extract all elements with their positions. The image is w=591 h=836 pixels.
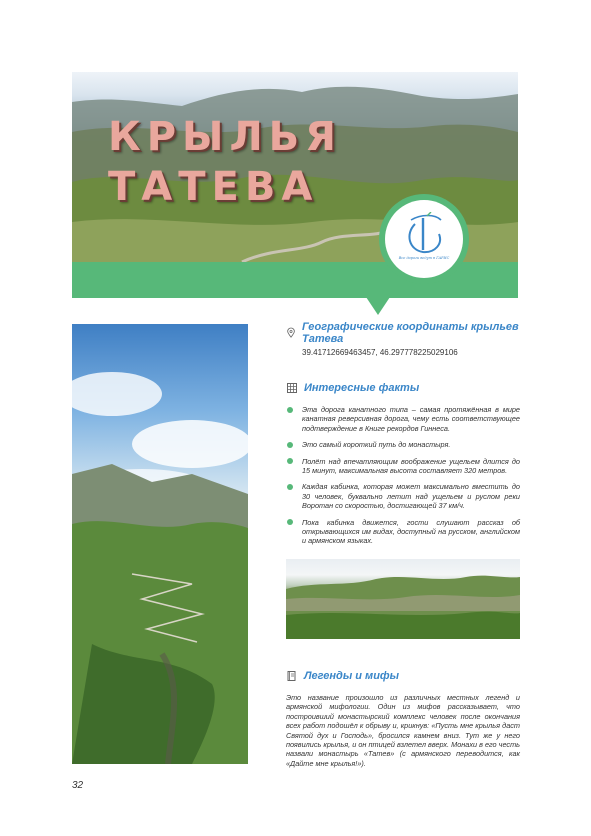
list-item: Это самый короткий путь до монастыря. — [286, 440, 520, 449]
title-line-1: КРЫЛЬЯ — [108, 114, 342, 160]
facts-list — [286, 405, 520, 546]
page-number: 32 — [72, 780, 84, 791]
logo — [385, 200, 463, 278]
legends-heading — [286, 669, 520, 683]
title-line-2: ТАТЕВА — [108, 164, 319, 210]
legends-text: Это название произошло из различных местных легенд и армянской мифологии. Один из мифов рассказывает, что построивший монастырский комплекс человек после окончания всех работ подошёл к обрыву и, крикнув: «Пусть мне крылья даст Святой дух и Господь», бросился камнем вниз. Тут же у него появились крылья, и он птицей взлетел вверх. Монахи в его честь назвали монастырь «Татев» (с армянского переводится, как «Дайте мне крылья!»). — [286, 693, 520, 768]
band-pointer — [366, 297, 390, 315]
hills-photo — [286, 559, 520, 639]
facts-section — [286, 381, 520, 553]
logo-mark-icon — [401, 212, 447, 256]
facts-heading-text: Интересные факты — [304, 382, 420, 394]
logo-tagline: Все дороги ведут в ГАРИС — [398, 256, 450, 260]
coordinates-heading-text: Географические координаты крыльев Татева — [302, 321, 519, 345]
legends-heading-text: Легенды и мифы — [304, 670, 400, 682]
list-item: Полёт над впечатляющим воображение ущельем длится до 15 минут, максимальная высота составляет 320 метров. — [286, 457, 520, 476]
legends-section — [286, 669, 520, 768]
book-icon — [286, 670, 298, 682]
bank-building-icon — [286, 382, 298, 394]
coordinates-value: 39.41712669463457, 46.297778225029106 — [302, 348, 458, 357]
list-item: Каждая кабинка, которая может максимально вместить до 30 человек, буквально летит над ущельем и руслом реки Воротан со скоростью, достигающей 37 км/ч. — [286, 482, 520, 510]
map-pin-icon — [286, 327, 296, 339]
page-title — [108, 112, 342, 212]
valley-photo — [72, 324, 248, 764]
coordinates-heading — [286, 321, 520, 345]
green-hills-image — [286, 559, 520, 639]
facts-heading — [286, 381, 520, 395]
coordinates-section — [286, 321, 520, 357]
serpentine-road-image — [72, 324, 248, 764]
list-item: Эта дорога канатного типа – самая протяжённая в мире канатная реверсивная дорога, чему есть соответствующее подтверждение в Книге рекордов Гиннеса. — [286, 405, 520, 433]
list-item: Пока кабинка движется, гости слушают рассказ об открывающихся им видах, доступный на русском, английском и армянском языках. — [286, 518, 520, 546]
